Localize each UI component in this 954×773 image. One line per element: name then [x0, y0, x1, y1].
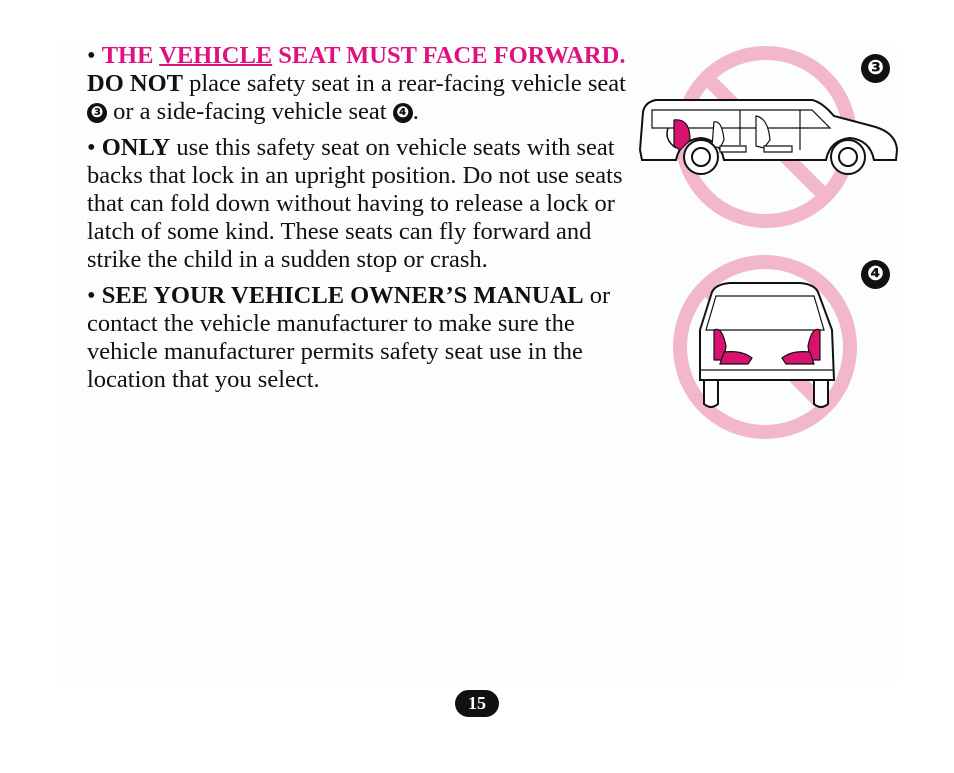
bullet-marker: •	[87, 42, 96, 69]
figure-number-4: ❹	[861, 260, 890, 289]
figure-ref-3: ❸	[87, 103, 107, 123]
only-phrase: ONLY	[101, 134, 171, 161]
underlined-word: VEHICLE	[159, 42, 273, 69]
body-text: .	[412, 98, 419, 125]
bullet-marker: •	[87, 282, 96, 309]
body-text: place safety seat in a rear-facing vehicle seat	[182, 70, 626, 97]
body-text: or contact the vehicle manufacturer to make sure the vehicle manufacturer permits safety seat use in the location that you select.	[87, 282, 611, 393]
body-text: or a side-facing vehicle seat	[107, 98, 393, 125]
body-text: use this safety seat on vehicle seats with seat backs that lock in an upright position. Do not use seats that can fold down without having to release a lock or latch of some kind. These seats can fly forward and strike the child in a sudden stop or crash.	[87, 134, 623, 273]
figure-ref-4: ❹	[393, 103, 413, 123]
do-not-phrase: DO NOT	[87, 70, 183, 97]
warning-lead-part: THE	[101, 42, 160, 69]
warning-lead-part: SEAT MUST FACE FORWARD.	[272, 42, 626, 69]
figure-number-3: ❸	[861, 54, 890, 83]
bullet-marker: •	[87, 134, 96, 161]
page-number: 15	[455, 690, 499, 717]
owners-manual-phrase: SEE YOUR VEHICLE OWNER’S MANUAL	[101, 282, 584, 309]
